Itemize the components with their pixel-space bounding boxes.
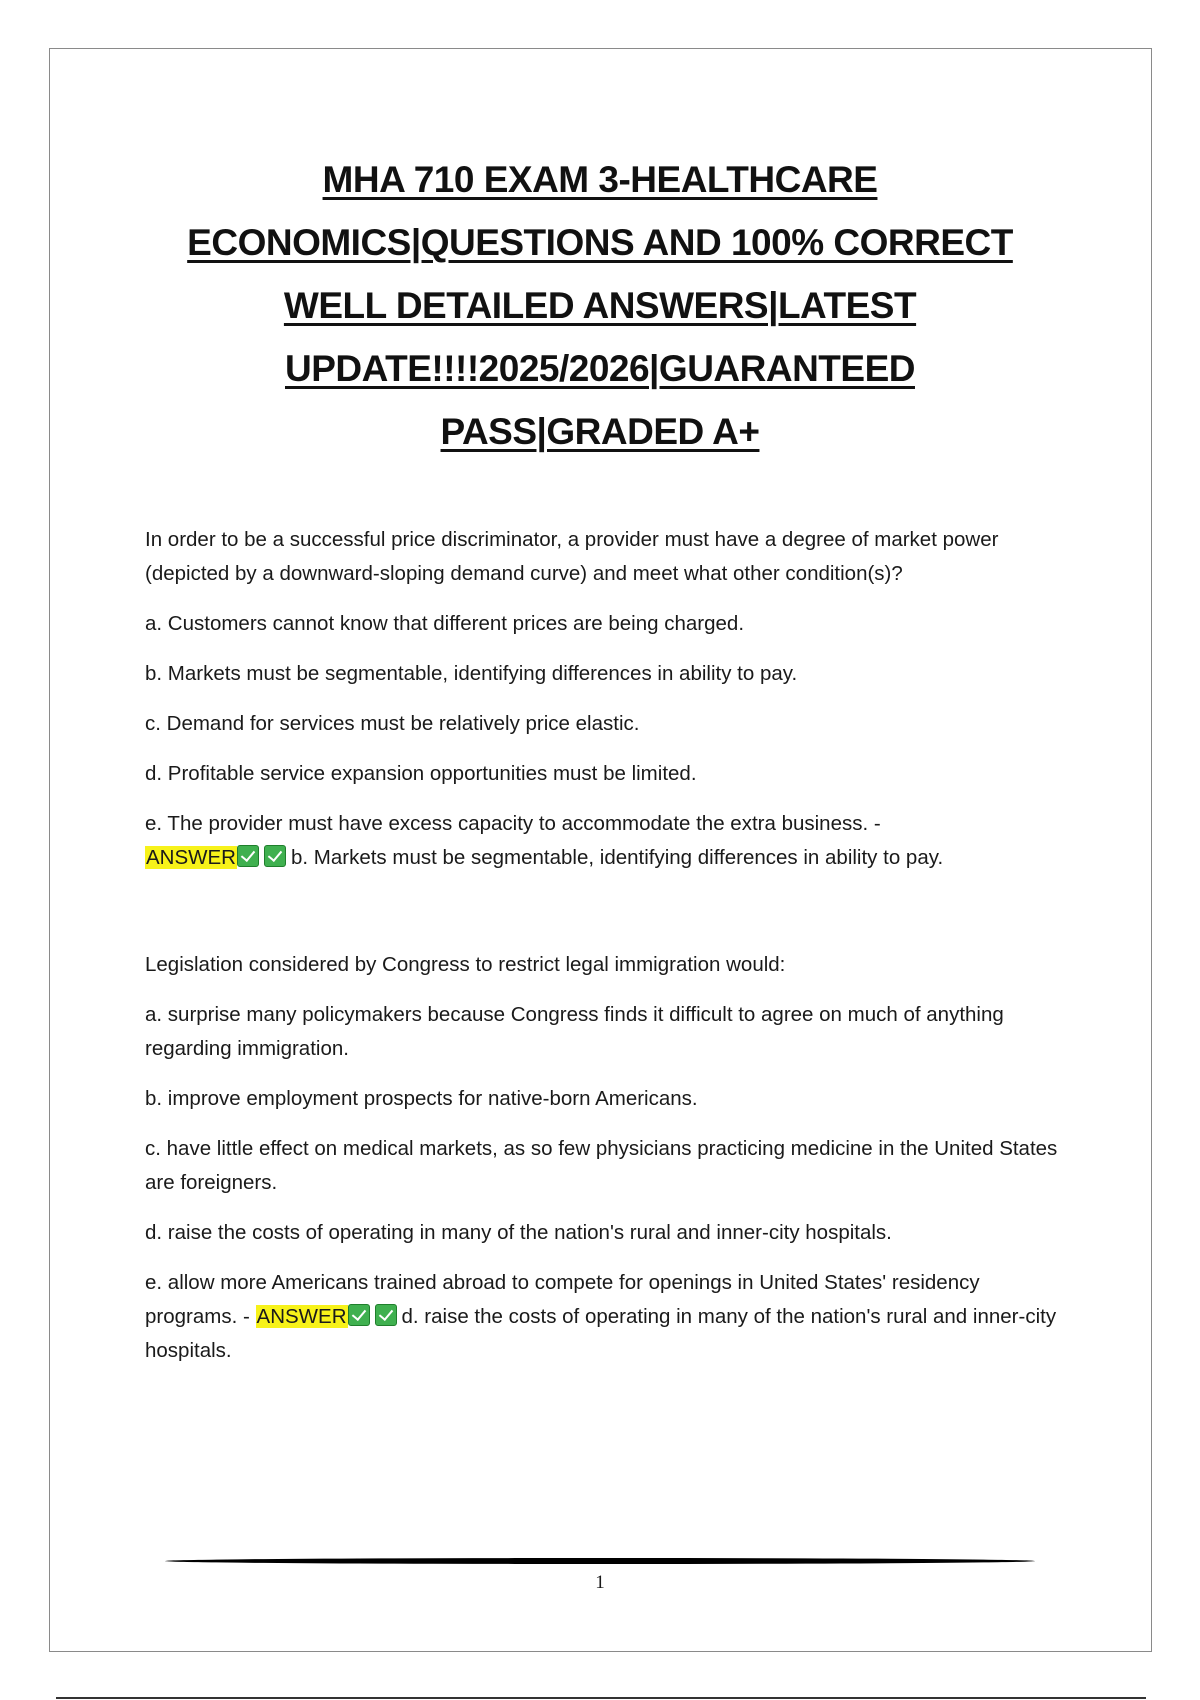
option-e-with-answer <box>145 1266 1065 1368</box>
document-title <box>150 148 1050 463</box>
option-b: b. Markets must be segmentable, identifying differences in ability to pay. <box>145 662 798 685</box>
option-d: d. raise the costs of operating in many of the nation's rural and inner-city hospitals. <box>145 1221 892 1244</box>
answer-text: b. Markets must be segmentable, identifying differences in ability to pay. <box>290 846 944 869</box>
option-e: e. allow more Americans trained abroad to compete for openings in United States' residency programs. - <box>145 1271 980 1328</box>
question-2 <box>145 948 1065 1384</box>
page-bottom-border <box>56 1697 1146 1699</box>
question-stem: In order to be a successful price discriminator, a provider must have a degree of market power (depicted by a downward-sloping demand curve) and meet what other condition(s)? <box>145 528 999 585</box>
option-a: a. surprise many policymakers because Congress finds it difficult to agree on much of anything regarding immigration. <box>145 1003 1004 1060</box>
question-stem: Legislation considered by Congress to restrict legal immigration would: <box>145 953 786 976</box>
title-line: WELL DETAILED ANSWERS|LATEST <box>283 285 917 326</box>
option-e: e. The provider must have excess capacity to accommodate the extra business. - <box>145 812 881 835</box>
option-a: a. Customers cannot know that different prices are being charged. <box>145 612 745 635</box>
check-mark-icon <box>237 845 259 867</box>
option-c: c. Demand for services must be relatively price elastic. <box>145 712 640 735</box>
option-b: b. improve employment prospects for native-born Americans. <box>145 1087 698 1110</box>
check-mark-icon <box>264 845 286 867</box>
option-c: c. have little effect on medical markets, as so few physicians practicing medicine in the United States are foreigners. <box>145 1137 1058 1194</box>
option-d: d. Profitable service expansion opportunities must be limited. <box>145 762 697 785</box>
check-mark-icon <box>375 1304 397 1326</box>
answer-label: ANSWER <box>256 1305 347 1328</box>
answer-label: ANSWER <box>146 846 236 869</box>
title-line: UPDATE!!!!2025/2026|GUARANTEED <box>285 348 915 389</box>
option-e-with-answer <box>145 807 1065 875</box>
page-number: 1 <box>595 1572 605 1593</box>
title-line: ECONOMICS|QUESTIONS AND 100% CORRECT <box>187 222 1013 263</box>
question-1 <box>145 523 1065 891</box>
title-line: PASS|GRADED A+ <box>440 411 760 452</box>
title-line: MHA 710 EXAM 3-HEALTHCARE <box>322 159 878 200</box>
answer-text: d. raise the costs of operating in many of the nation's rural and inner-city hospitals. <box>145 1305 1057 1362</box>
check-mark-icon <box>348 1304 370 1326</box>
footer-divider <box>165 1558 1035 1564</box>
